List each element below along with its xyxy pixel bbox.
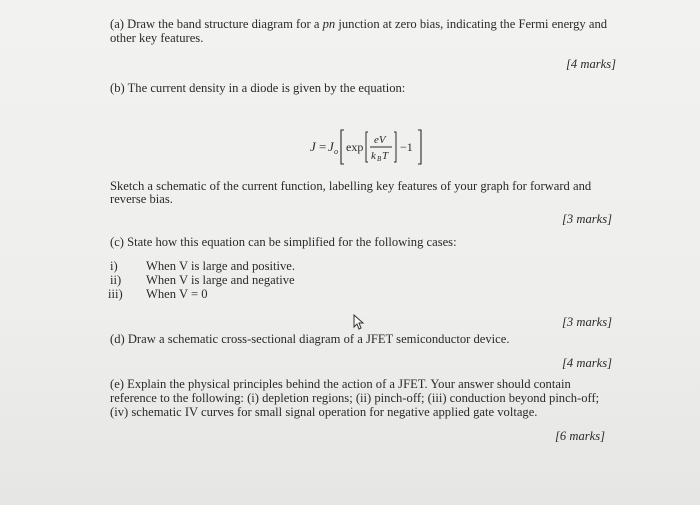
case-3-text: When V = 0 [146,287,208,301]
question-c-intro: (c) State how this equation can be simplified for the following cases: [110,235,457,249]
question-e-line2: reference to the following: (i) depletion regions; (ii) pinch-off; (iii) conduction beyond pinch-off; [110,391,600,405]
eq-exp: exp [346,140,364,154]
eq-den-T: T [382,150,389,162]
eq-j0: J [328,139,334,154]
question-b-marks: [3 marks] [562,212,613,226]
question-c-marks: [3 marks] [562,315,613,329]
question-d-marks: [4 marks] [562,356,613,370]
case-1-text: When V is large and positive. [146,259,296,273]
eq-lhs: J [310,139,316,154]
question-b-sketch-line2: reverse bias. [110,192,173,206]
question-e-line3: (iv) schematic IV curves for small signal operation for negative applied gate voltage. [110,405,538,419]
question-b-sketch-line1: Sketch a schematic of the current function, labelling key features of your graph for forward and [110,179,592,193]
question-d-text: (d) Draw a schematic cross-sectional diagram of a JFET semiconductor device. [110,332,510,346]
question-e-marks: [6 marks] [555,429,606,443]
eq-den-k: k [371,150,376,162]
case-3-num: iii) [108,287,123,301]
svg-text:=: = [319,139,327,154]
case-1-num: i) [110,259,118,273]
question-b-intro: (b) The current density in a diode is given by the equation: [110,81,406,95]
question-a-marks: [4 marks] [566,57,617,71]
eq-j0-sub: o [334,147,338,156]
question-a-line2: other key features. [110,31,204,45]
diode-equation [308,126,438,168]
eq-den-sub: B [377,155,382,163]
mouse-cursor-icon [353,314,365,330]
question-a-line1: (a) Draw the band structure diagram for a pn junction at zero bias, indicating the Fermi energy and [110,17,608,31]
case-2-text: When V is large and negative [146,273,295,287]
eq-numerator: eV [374,134,386,146]
question-e-line1: (e) Explain the physical principles behind the action of a JFET. Your answer should contain [110,377,571,391]
case-2-num: ii) [110,273,122,287]
eq-minus-one: −1 [400,140,413,154]
